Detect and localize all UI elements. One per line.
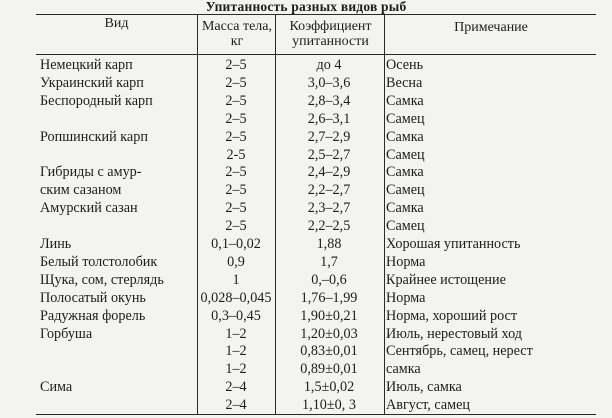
species-cell	[40, 217, 198, 235]
species-cell	[40, 360, 198, 378]
mass-cell: 0,9	[227, 253, 245, 270]
mass-cell: 1–2	[225, 343, 247, 360]
mass-cell: 2–4	[225, 379, 247, 396]
coef-cell: 0,83±0,01	[300, 343, 358, 360]
mass-cell: 2–5	[225, 200, 247, 217]
mass-cell: 2–5	[225, 110, 247, 127]
species-cell: Ропшинский карп	[40, 128, 148, 145]
coef-cell: 1,90±0,21	[300, 307, 358, 324]
coef-cell: 0,–0,6	[311, 271, 347, 288]
mass-cell: 1–2	[225, 325, 247, 342]
note-cell: Осень	[386, 57, 424, 73]
mass-cell: 1	[232, 271, 240, 288]
note-cell: Самка	[386, 92, 424, 109]
species-cell	[40, 342, 198, 360]
note-cell: Хорошая упитанность	[386, 236, 521, 252]
note-cell: Норма	[386, 289, 426, 306]
coef-cell: 2,8–3,4	[307, 92, 351, 109]
header-mass: Масса тела, кг	[201, 19, 272, 49]
species-cell: Щука, сом, стерлядь	[40, 271, 164, 288]
mass-cell: 2–5	[225, 74, 247, 91]
species-cell: Гибриды с амур-	[40, 164, 142, 181]
coef-cell: 2,7–2,9	[307, 128, 351, 145]
coef-cell: 0,89±0,01	[300, 361, 358, 378]
species-cell: Белый толстолобик	[40, 253, 158, 270]
coef-cell: 1,10±0, 3	[302, 397, 356, 414]
coef-cell: 2,6–3,1	[307, 110, 351, 127]
mass-cell: 2–5	[225, 128, 247, 145]
species-cell	[40, 146, 198, 164]
note-cell: самка	[386, 361, 421, 378]
species-cell: Радужная форель	[40, 307, 146, 324]
mass-cell: 2-5	[226, 146, 246, 163]
coef-cell: 2,4–2,9	[307, 164, 351, 181]
coef-cell: 2,3–2,7	[307, 200, 351, 217]
species-cell	[40, 396, 198, 414]
coef-cell: до 4	[316, 57, 342, 73]
column-divider-3	[384, 14, 385, 415]
mass-cell: 2–5	[225, 164, 247, 181]
mass-cell: 2–5	[225, 182, 247, 199]
coef-cell: 1,5±0,02	[303, 379, 355, 396]
species-cell: Украинский карп	[40, 74, 144, 91]
note-cell: Норма, хороший рост	[386, 307, 518, 324]
note-cell: Август, самец	[386, 397, 471, 414]
mass-cell: 2–4	[225, 397, 247, 414]
header-coef: Коэффициент упитанности	[289, 19, 372, 49]
species-cell: Немецкий карп	[40, 57, 133, 73]
species-cell	[40, 110, 198, 128]
header-note: Примечание	[454, 20, 528, 35]
coef-cell: 2,2–2,5	[307, 218, 351, 235]
note-cell: Самец	[386, 110, 425, 127]
note-cell: Весна	[386, 74, 423, 91]
coef-cell: 1,76–1,99	[300, 289, 358, 306]
mass-cell: 0,028–0,045	[200, 289, 272, 306]
species-cell: ским сазаном	[40, 182, 122, 199]
coef-cell: 2,5–2,7	[307, 146, 351, 163]
mass-cell: 0,1–0,02	[211, 236, 261, 252]
mass-cell: 0,3–0,45	[211, 307, 261, 324]
species-cell: Полосатый окунь	[40, 289, 146, 306]
species-cell: Горбуша	[40, 325, 93, 342]
mass-cell: 2–5	[225, 57, 247, 73]
note-cell: Самец	[386, 182, 425, 199]
coef-cell: 1,88	[316, 236, 342, 252]
coef-cell: 1,20±0,03	[300, 325, 358, 342]
coef-cell: 2,2–2,7	[307, 182, 351, 199]
mass-cell: 2–5	[225, 92, 247, 109]
header-species: Вид	[104, 16, 129, 31]
note-cell: Июль, самка	[386, 379, 462, 396]
coef-cell: 1,7	[320, 253, 338, 270]
species-cell: Сима	[40, 379, 73, 396]
note-cell: Самец	[386, 218, 425, 235]
table-bottom-rule	[36, 414, 596, 415]
note-cell: Самка	[386, 200, 424, 217]
table-title: Упитанность разных видов рыб	[205, 0, 407, 14]
note-cell: Сентябрь, самец, нерест	[386, 343, 533, 360]
note-cell: Июль, нерестовый ход	[386, 325, 522, 342]
species-cell: Беспородный карп	[40, 92, 153, 109]
mass-cell: 1–2	[225, 361, 247, 378]
species-cell: Амурский сазан	[40, 200, 138, 217]
note-cell: Норма	[386, 253, 426, 270]
mass-cell: 2–5	[225, 218, 247, 235]
note-cell: Самка	[386, 164, 424, 181]
note-cell: Самец	[386, 146, 425, 163]
note-cell: Крайнее истощение	[386, 271, 506, 288]
coef-cell: 3,0–3,6	[307, 74, 351, 91]
species-cell: Линь	[40, 236, 72, 252]
note-cell: Самка	[386, 128, 424, 145]
